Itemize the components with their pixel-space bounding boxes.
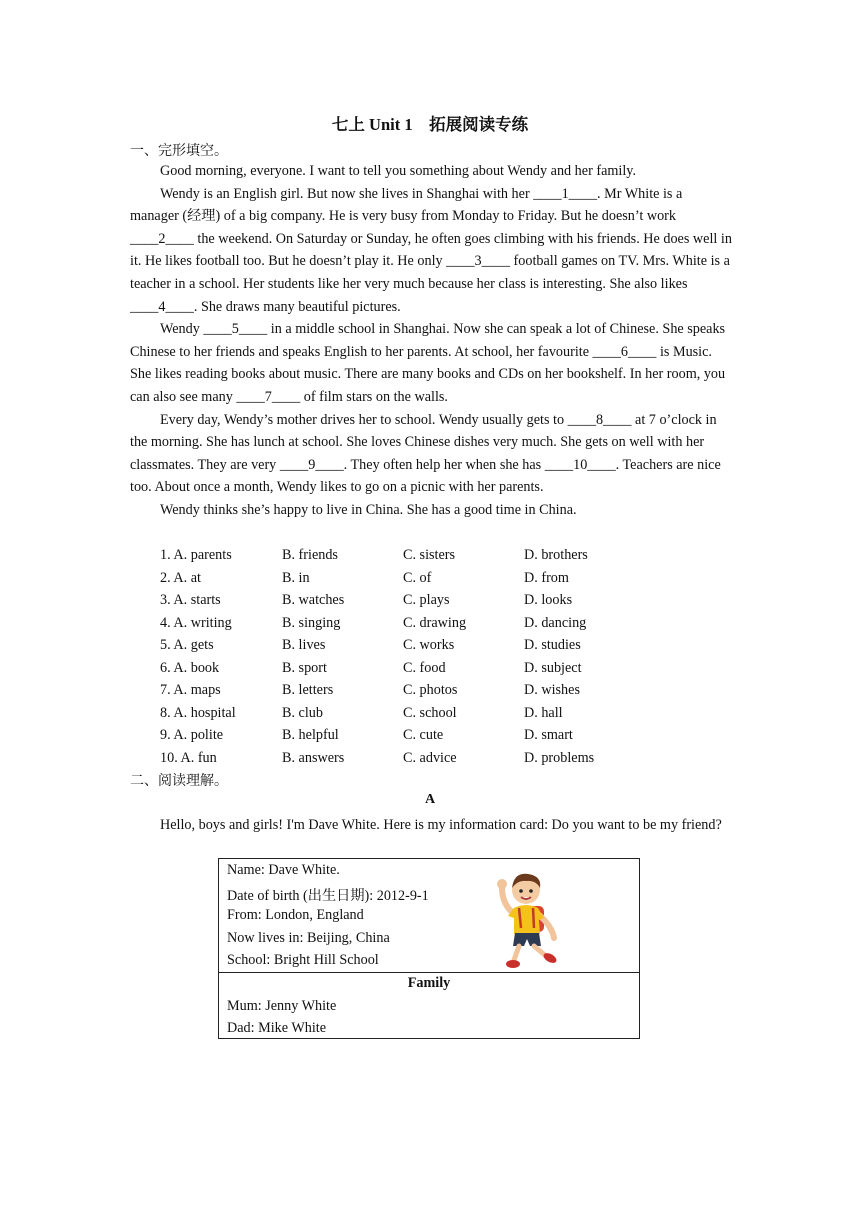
option-row [160, 634, 720, 657]
family-heading: Family [407, 975, 451, 991]
option-a: 6. A. book [160, 659, 220, 676]
option-row [160, 724, 720, 747]
option-c: C. food [403, 659, 446, 676]
option-a: 9. A. polite [160, 727, 224, 743]
option-b: B. letters [282, 682, 334, 698]
cloze-options [160, 544, 720, 769]
option-d: D. from [524, 569, 569, 586]
page-title: 七上 Unit 1 拓展阅读专练 [331, 115, 529, 134]
option-c: C. plays [403, 592, 450, 608]
option-a: 1. A. parents [160, 547, 232, 563]
card-line-name: Name: Dave White. [227, 862, 340, 878]
option-d: D. subject [524, 659, 582, 676]
option-c: C. works [403, 637, 455, 653]
option-row [160, 567, 720, 590]
option-b: B. club [282, 704, 323, 721]
cloze-paragraph: Wendy ____5____ in a middle school in Shanghai. Now she can speak a lot of Chinese. She speaks Chinese to her friends and speaks English to her parents. At school, her favourite ____6____ is Music. She likes reading books about music. There are many books and CDs on her bookshelf. In her room, you can also see many ____7____ of film stars on the walls. [130, 321, 726, 405]
passage-label: A [424, 792, 436, 807]
option-c: C. advice [403, 749, 457, 766]
option-a: 4. A. writing [160, 614, 232, 631]
intro-paragraph: Hello, boys and girls! I'm Dave White. Here is my information card: Do you want to be my friend? [160, 817, 722, 833]
cloze-paragraph: Wendy is an English girl. But now she lives in Shanghai with her ____1____. Mr White is a manager (经理) of a big company. He is very busy from Monday to Friday. But he doesn’t work ____2____ the weekend. On Saturday or Sunday, he often goes climbing with his friends. He does well in it. He likes football too. But he doesn’t play it. He only ____3____ football games on TV. Mrs. White is a teacher in a school. Her students like her very much because her class is interesting. She also likes ____4____. She draws many beautiful pictures. [130, 185, 732, 315]
option-b: B. in [282, 569, 310, 586]
family-line-mum: Mum: Jenny White [227, 998, 337, 1014]
option-d: D. brothers [524, 547, 588, 563]
option-d: D. dancing [524, 614, 587, 631]
option-b: B. sport [282, 659, 327, 676]
cloze-paragraph: Wendy thinks she’s happy to live in China. She has a good time in China. [160, 501, 577, 518]
option-a: 10. A. fun [160, 749, 217, 766]
option-c: C. of [403, 569, 432, 586]
cloze-paragraph: Good morning, everyone. I want to tell you something about Wendy and her family. [160, 163, 637, 179]
option-b: B. lives [282, 637, 326, 653]
option-row [160, 702, 720, 725]
cloze-passage [130, 160, 732, 522]
card-personal-section [219, 859, 639, 973]
option-d: D. problems [524, 749, 595, 766]
section-1-heading: 一、完形填空。 [130, 144, 228, 159]
option-d: D. looks [524, 592, 573, 608]
option-b: B. watches [282, 592, 345, 608]
option-a: 5. A. gets [160, 637, 214, 653]
information-card [218, 858, 640, 1039]
option-row [160, 747, 720, 770]
card-line-lives: Now lives in: Beijing, China [227, 930, 390, 946]
option-a: 7. A. maps [160, 682, 221, 698]
option-d: D. wishes [524, 682, 580, 698]
option-c: C. sisters [403, 547, 456, 563]
option-c: C. photos [403, 682, 458, 698]
option-d: D. hall [524, 704, 563, 721]
family-line-dad: Dad: Mike White [227, 1020, 327, 1036]
option-c: C. cute [403, 727, 444, 743]
option-a: 3. A. starts [160, 592, 221, 608]
option-b: B. friends [282, 547, 338, 563]
option-b: B. helpful [282, 727, 339, 743]
option-a: 8. A. hospital [160, 704, 236, 721]
option-row [160, 679, 720, 702]
option-row [160, 589, 720, 612]
card-line-birth: Date of birth (出生日期): 2012-9-1 [227, 888, 429, 904]
option-a: 2. A. at [160, 569, 201, 586]
option-row [160, 544, 720, 567]
option-c: C. school [403, 704, 457, 721]
option-d: D. smart [524, 727, 573, 743]
card-line-school: School: Bright Hill School [227, 952, 379, 968]
option-row [160, 612, 720, 635]
option-b: B. answers [282, 749, 345, 766]
waving-boy-illustration [488, 868, 572, 972]
option-row [160, 657, 720, 680]
section-2-heading: 二、阅读理解。 [130, 774, 228, 789]
option-d: D. studies [524, 637, 581, 653]
option-b: B. singing [282, 614, 341, 631]
reading-intro [130, 814, 732, 837]
option-c: C. drawing [403, 614, 467, 631]
cloze-paragraph: Every day, Wendy’s mother drives her to school. Wendy usually gets to ____8____ at 7 o’clock in the morning. She has lunch at school. She loves Chinese dishes very much. She gets on well with her classmates. They are very ____9____. They often help her when she has ____10____. Teachers are nice too. About once a month, Wendy likes to go on a picnic with her parents. [130, 411, 721, 496]
card-line-from: From: London, England [227, 907, 364, 923]
